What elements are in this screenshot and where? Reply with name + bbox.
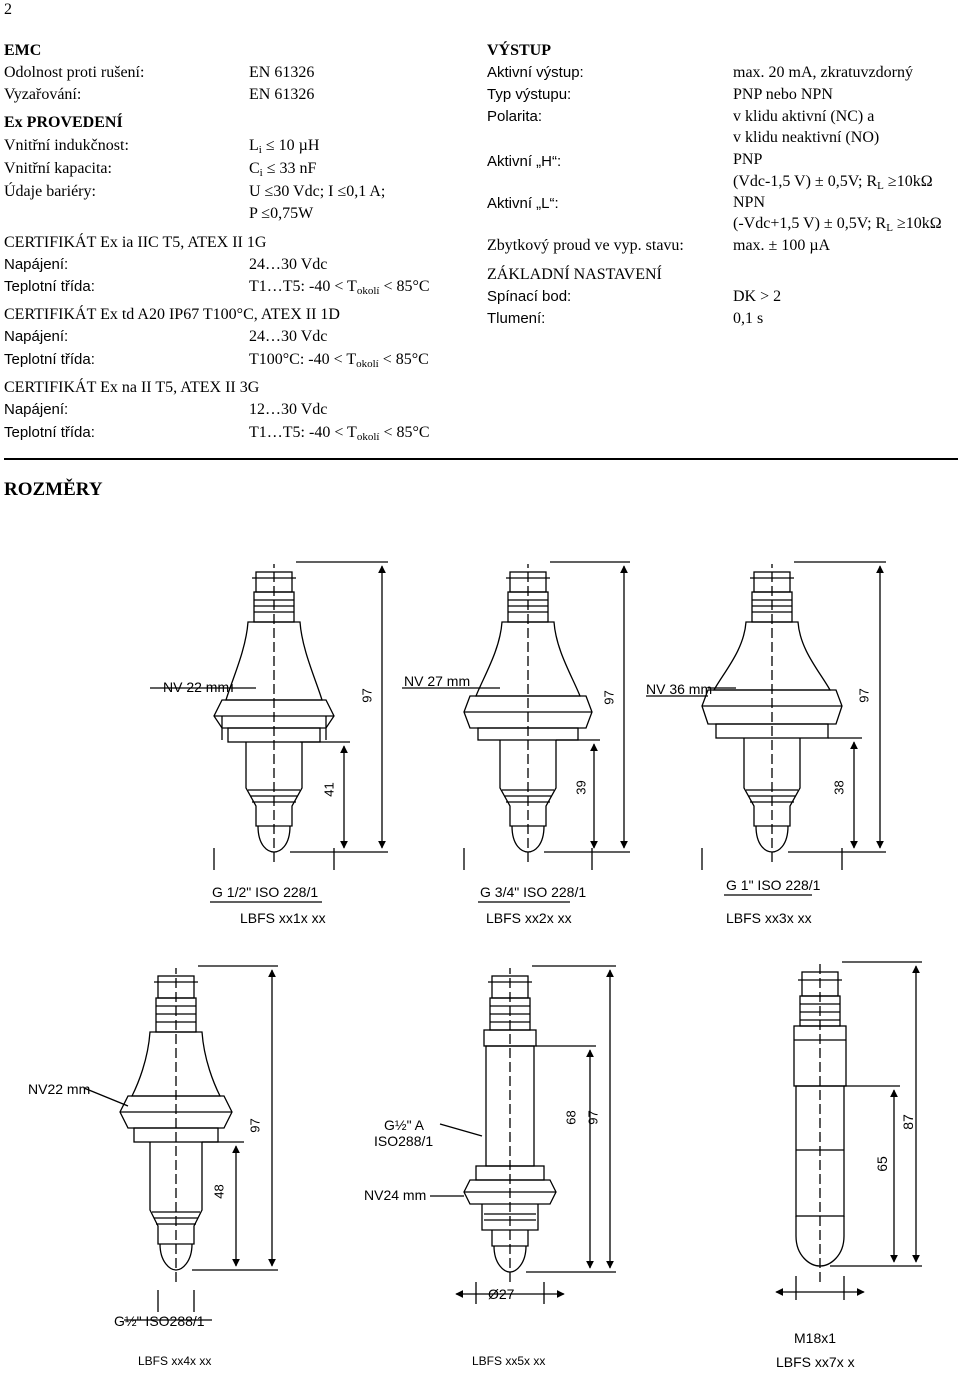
spec-label: Údaje bariéry:: [4, 183, 96, 200]
spec-label: Teplotní třída:: [4, 351, 95, 368]
model-label: LBFS xx4x xx: [138, 1354, 212, 1368]
spec-value: v klidu aktivní (NC) a: [733, 108, 875, 125]
dimension-value: 39: [573, 780, 589, 795]
output-heading: VÝSTUP: [487, 42, 552, 59]
thread-label: G½" A: [384, 1117, 424, 1133]
spec-value: T1…T5: $-40 < T_{okolí} < 85^\circ C$: [249, 424, 430, 443]
spec-value: U ≤30 Vdc; I ≤0,1 A;: [249, 183, 386, 200]
spec-label: Aktivní „H“:: [487, 153, 562, 170]
spec-value: T100°C: $-40 < T_{okolí} < 85^\circ C$: [249, 351, 429, 370]
page-number: 2: [4, 1, 12, 18]
dimension-value: 38: [831, 780, 847, 795]
spec-value: (-Vdc+1,5 V) ± 0,5V; $R_L \ge 10k\Omega$: [733, 215, 942, 234]
spec-value: $L_i \le 10$ µH: [249, 137, 320, 156]
sensor-drawing-3: [702, 562, 886, 870]
spec-label: Zbytkový proud ve vyp. stavu:: [487, 237, 684, 254]
dimension-value: 97: [601, 690, 617, 705]
dimension-value: 97: [359, 688, 375, 703]
dimension-value: 48: [211, 1184, 227, 1199]
spec-value: (Vdc-1,5 V) ± 0,5V; $R_L \ge 10k\Omega$: [733, 173, 933, 192]
nv-label: NV 22 mm: [163, 679, 230, 695]
spec-label: Napájení:: [4, 256, 69, 273]
spec-value: PNP: [733, 151, 763, 168]
thread-label: G½" ISO288/1: [114, 1313, 205, 1329]
spec-value: P ≤0,75W: [249, 205, 314, 222]
spec-value: DK > 2: [733, 288, 782, 305]
spec-label: Teplotní třída:: [4, 278, 95, 295]
spec-label: Vnitřní kapacita:: [4, 160, 112, 177]
model-label: LBFS xx7x x: [776, 1354, 855, 1370]
nv-label: NV 27 mm: [404, 673, 471, 689]
spec-value: PNP nebo NPN: [733, 86, 833, 103]
spec-label: Vyzařování:: [4, 86, 82, 103]
sensor-drawing-2: [464, 562, 630, 870]
basic-heading: ZÁKLADNÍ NASTAVENÍ: [487, 266, 662, 283]
spec-value: $C_i \le 33$ nF: [249, 160, 317, 179]
ex-heading: Ex PROVEDENÍ: [4, 114, 123, 131]
dimension-value: 65: [873, 1156, 890, 1172]
sensor-drawing-5: [430, 966, 616, 1304]
dimension-value: 41: [321, 782, 337, 797]
spec-label: Napájení:: [4, 328, 69, 345]
spec-value: EN 61326: [249, 86, 315, 103]
spec-label: Odolnost proti rušení:: [4, 64, 145, 81]
cert3-heading: CERTIFIKÁT Ex na II T5, ATEX II 3G: [4, 379, 260, 396]
spec-value: EN 61326: [249, 64, 315, 81]
spec-value: max. 20 mA, zkratuvzdorný: [733, 64, 913, 81]
model-label: LBFS xx5x xx: [472, 1354, 546, 1368]
cert1-heading: CERTIFIKÁT Ex ia IIC T5, ATEX II 1G: [4, 234, 267, 251]
spec-label: Spínací bod:: [487, 288, 572, 305]
spec-value: v klidu neaktivní (NO): [733, 129, 880, 146]
sensor-drawing-7: [776, 962, 922, 1300]
spec-label: Tlumení:: [487, 310, 546, 327]
dimension-value: 97: [247, 1118, 263, 1133]
spec-label: Teplotní třída:: [4, 424, 95, 441]
spec-value: 12…30 Vdc: [249, 401, 328, 418]
dimension-value: 97: [585, 1110, 601, 1125]
spec-value: 0,1 s: [733, 310, 764, 327]
spec-value: 24…30 Vdc: [249, 256, 328, 273]
thread-label: ISO288/1: [374, 1133, 434, 1149]
spec-label: Napájení:: [4, 401, 69, 418]
thread-label: G 1" ISO 228/1: [726, 877, 821, 893]
spec-label: Aktivní „L“:: [487, 195, 559, 212]
dimension-value: 68: [563, 1110, 579, 1125]
thread-label: G 3/4" ISO 228/1: [480, 884, 587, 900]
diameter-label: Ø27: [488, 1286, 515, 1302]
dimension-value: 87: [899, 1114, 916, 1130]
nv-label: NV22 mm: [28, 1081, 91, 1097]
spec-label: Polarita:: [487, 108, 543, 125]
nv-label: NV24 mm: [364, 1187, 427, 1203]
spec-label: Typ výstupu:: [487, 86, 572, 103]
emc-heading: EMC: [4, 42, 42, 59]
model-label: LBFS xx1x xx: [240, 910, 326, 926]
spec-value: max. ± 100 µA: [733, 237, 831, 254]
model-label: LBFS xx3x xx: [726, 910, 812, 926]
model-label: LBFS xx2x xx: [486, 910, 572, 926]
spec-label: Vnitřní indukčnost:: [4, 137, 129, 154]
spec-label: Aktivní výstup:: [487, 64, 584, 81]
cert2-heading: CERTIFIKÁT Ex td A20 IP67 T100°C, ATEX II 1D: [4, 306, 340, 323]
dimension-value: 97: [856, 688, 872, 703]
thread-label: M18x1: [794, 1330, 837, 1346]
spec-value: T1…T5: $-40 < T_{okolí} < 85^\circ C$: [249, 278, 430, 297]
sensor-drawing-1: [214, 562, 388, 870]
spec-value: 24…30 Vdc: [249, 328, 328, 345]
sensor-drawing-4: [84, 966, 278, 1320]
spec-value: NPN: [733, 194, 766, 211]
dimensions-heading: ROZMĚRY: [4, 479, 103, 500]
nv-label: NV 36 mm: [646, 681, 713, 697]
thread-label: G 1/2" ISO 228/1: [212, 884, 319, 900]
